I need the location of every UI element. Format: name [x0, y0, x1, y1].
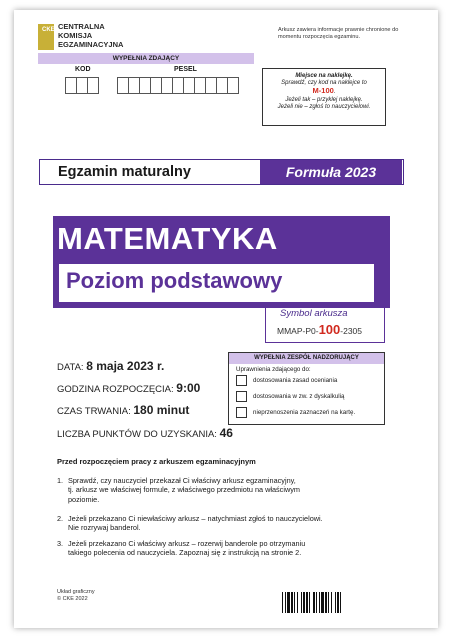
- kod-boxes[interactable]: [65, 77, 98, 94]
- instruction-line: Sprawdź, czy nauczyciel przekazał Ci właściwy arkusz egzaminacyjny,: [68, 476, 296, 485]
- logo-letters: CKE: [42, 27, 55, 33]
- instruction-number: 3.: [57, 539, 64, 548]
- cke-logo-icon: [38, 24, 54, 50]
- start-label: GODZINA ROZPOCZĘCIA:: [57, 384, 174, 395]
- exam-points: [57, 426, 233, 440]
- sticker-line-3: Jeżeli nie – zgłoś to nauczycielowi.: [277, 103, 371, 110]
- symbol-label: Symbol arkusza: [280, 308, 348, 319]
- pesel-boxes[interactable]: [117, 77, 238, 94]
- sticker-line-2: Jeżeli tak – przyklej naklejkę.: [285, 96, 363, 103]
- instruction-number: 2.: [57, 514, 64, 523]
- supervisor-option[interactable]: [236, 375, 337, 386]
- footer-line-1: Układ graficzny: [57, 589, 95, 595]
- instruction-line: poziomie.: [68, 494, 100, 504]
- symbol-suffix: -2305: [340, 326, 363, 336]
- subject-title: MATEMATYKA: [57, 221, 278, 256]
- instruction-line: Jeżeli przekazano Ci właściwy arkusz – rozerwij banderole po otrzymaniu: [68, 539, 306, 548]
- instruction-line: Nie rozrywaj banderol.: [68, 523, 141, 533]
- symbol-number: 100: [318, 322, 341, 337]
- instruction-line: tj. arkusz we właściwej formule, z właściwego przedmiotu na właściwym: [68, 485, 300, 495]
- checkbox[interactable]: [236, 391, 247, 402]
- sticker-area: [262, 68, 386, 126]
- checkbox[interactable]: [236, 375, 247, 386]
- logo-line-2: KOMISJA: [58, 31, 93, 40]
- start-value: 9:00: [176, 381, 201, 395]
- sticker-title: Miejsce na naklejkę.: [295, 73, 353, 79]
- points-value: 46: [219, 426, 233, 440]
- symbol-prefix: MMAP-P0-: [277, 326, 319, 336]
- checkbox[interactable]: [236, 407, 247, 418]
- pesel-box[interactable]: [227, 77, 239, 94]
- kod-box[interactable]: [87, 77, 99, 94]
- sticker-code: M-100: [312, 86, 334, 96]
- supervisor-option[interactable]: [236, 407, 355, 418]
- date-value: 8 maja 2023 r.: [86, 359, 165, 373]
- exam-start: [57, 381, 200, 395]
- subject-level: Poziom podstawowy: [66, 268, 283, 293]
- instructions-title: Przed rozpoczęciem pracy z arkuszem egzaminacyjnym: [57, 457, 256, 466]
- logo-line-3: EGZAMINACYJNA: [58, 40, 124, 49]
- instruction-item: [57, 539, 387, 558]
- supervisor-option[interactable]: [236, 391, 344, 402]
- instruction-line: takiego polecenia od nauczyciela. Zapoznaj się z instrukcją na stronie 2.: [68, 548, 302, 558]
- legal-note: Arkusz zawiera informacje prawnie chronione do momentu rozpoczęcia egzaminu.: [278, 27, 399, 40]
- exam-date: [57, 359, 164, 373]
- exam-formula: Formuła 2023: [260, 160, 402, 184]
- date-label: DATA:: [57, 362, 84, 373]
- kod-label: KOD: [75, 66, 91, 73]
- instruction-line: Jeżeli przekazano Ci niewłaściwy arkusz – natychmiast zgłoś to nauczycielowi.: [68, 514, 323, 523]
- barcode-icon: [282, 592, 385, 613]
- option-label: nieprzenoszenia zaznaczeń na kartę.: [253, 409, 356, 416]
- exam-duration: [57, 403, 189, 417]
- exam-name: Egzamin maturalny: [58, 164, 191, 180]
- footer: [57, 589, 95, 603]
- instruction-item: [57, 476, 387, 504]
- duration-label: CZAS TRWANIA:: [57, 406, 131, 417]
- points-label: LICZBA PUNKTÓW DO UZYSKANIA:: [57, 429, 217, 440]
- duration-value: 180 minut: [133, 403, 190, 417]
- logo-line-1: CENTRALNA: [58, 22, 105, 31]
- supervisor-subtitle: Uprawnienia zdającego do:: [236, 366, 311, 373]
- sticker-code-suffix: .: [333, 89, 336, 96]
- footer-line-2: © CKE 2022: [57, 596, 88, 602]
- option-label: dostosowania zasad oceniania: [253, 377, 338, 384]
- instruction-number: 1.: [57, 476, 64, 485]
- logo-text: [58, 22, 123, 49]
- pesel-label: PESEL: [174, 66, 197, 73]
- student-fill-header: WYPEŁNIA ZDAJĄCY: [38, 53, 254, 64]
- symbol-code: [277, 322, 362, 337]
- sticker-line-1: Sprawdź, czy kod na naklejce to: [281, 80, 367, 87]
- supervisor-header: WYPEŁNIA ZESPÓŁ NADZORUJĄCY: [229, 353, 384, 364]
- option-label: dostosowania w zw. z dyskalkulią: [253, 393, 345, 400]
- instruction-item: [57, 514, 387, 533]
